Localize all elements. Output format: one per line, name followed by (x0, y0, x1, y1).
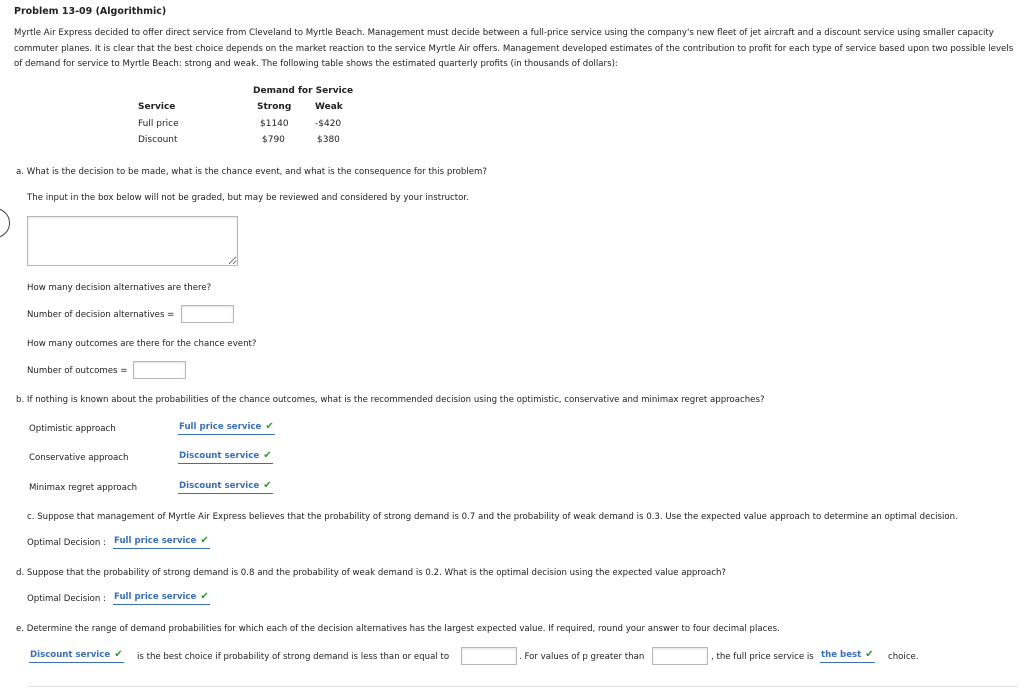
alternatives-question: How many decision alternatives are there? (27, 283, 212, 293)
part-d-answer-select[interactable] (113, 591, 210, 605)
table-cell-service: Full price (138, 119, 179, 129)
minimax-label: Minimax regret approach (29, 483, 138, 493)
optimistic-answer-select[interactable] (178, 421, 275, 435)
conservative-answer-select[interactable] (178, 450, 273, 464)
minimax-answer-select[interactable] (178, 480, 273, 494)
part-c-question: c. Suppose that management of Myrtle Air Express believes that the probability of strong demand is 0.7 and the probability of weak demand is 0.3. Use the expected value approach to determine an optimal decision. (27, 512, 958, 522)
alternatives-input[interactable] (181, 305, 234, 323)
check-icon: ✔ (114, 649, 123, 660)
table-row-header: Service (138, 102, 176, 112)
part-b-question: b. If nothing is known about the probabilities of the chance outcomes, what is the recommended decision using the optimistic, conservative and minimax regret approaches? (16, 395, 765, 405)
table-cell-weak: $380 (317, 135, 340, 145)
part-d-question: d. Suppose that the probability of strong demand is 0.8 and the probability of weak demand is 0.2. What is the optimal decision using the expected value approach? (16, 568, 726, 578)
part-e-answer1-select[interactable] (29, 649, 124, 663)
outcomes-input[interactable] (133, 361, 186, 379)
table-cell-strong: $790 (262, 135, 285, 145)
outcomes-question: How many outcomes are there for the chance event? (27, 339, 257, 349)
problem-intro: Myrtle Air Express decided to offer direct service from Cleveland to Myrtle Beach. Management must decide between a full-price service using the company's new fleet of jet aircraft and a discount service using smaller capacity commuter planes. It is clear that the best choice depends on the market reaction to the service Myrtle Air offers. Management developed estimates of the contribution to profit for each type of service based upon two possible levels of demand for service to Myrtle Beach: strong and weak. The following table shows the estimated quarterly profits (in thousands of dollars): (14, 28, 1014, 69)
check-icon: ✔ (200, 535, 209, 546)
table-cell-service: Discount (138, 135, 178, 145)
part-a-note: The input in the box below will not be graded, but may be reviewed and considered by your instructor. (27, 193, 469, 203)
table-group-header: Demand for Service (253, 86, 354, 96)
answer-text: Discount service (30, 650, 111, 660)
check-icon: ✔ (263, 480, 272, 491)
table-cell-weak: -$420 (315, 119, 342, 129)
table-col-weak: Weak (315, 102, 343, 112)
table-col-strong: Strong (257, 102, 292, 112)
problem-title: Problem 13-09 (Algorithmic) (14, 6, 167, 17)
answer-text: Full price service (179, 422, 262, 432)
part-e-text2: . For values of p greater than (519, 652, 645, 662)
probability-greater-input[interactable] (652, 647, 708, 665)
part-d-label: Optimal Decision : (27, 594, 106, 604)
part-e-text3: , the full price service is (711, 652, 814, 662)
part-e-question: e. Determine the range of demand probabilities for which each of the decision alternatives has the largest expected value. If required, round your answer to four decimal places. (16, 624, 780, 634)
optimistic-label: Optimistic approach (29, 424, 116, 434)
part-a-essay-input[interactable] (27, 216, 238, 266)
answer-text: Discount service (179, 451, 260, 461)
table-cell-strong: $1140 (260, 119, 289, 129)
answer-text: Full price service (114, 592, 197, 602)
part-c-answer-select[interactable] (113, 535, 210, 549)
part-a-question: a. What is the decision to be made, what is the chance event, and what is the consequence for this problem? (16, 167, 487, 177)
part-c-label: Optimal Decision : (27, 538, 106, 548)
check-icon: ✔ (865, 649, 874, 660)
probability-threshold-input[interactable] (461, 647, 517, 665)
answer-text: Full price service (114, 536, 197, 546)
part-e-answer2-select[interactable] (820, 649, 875, 663)
outcomes-label: Number of outcomes = (27, 366, 128, 376)
part-e-text4: choice. (888, 652, 919, 662)
answer-text: Discount service (179, 481, 260, 491)
part-e-text1: is the best choice if probability of strong demand is less than or equal to (137, 652, 450, 662)
check-icon: ✔ (263, 450, 272, 461)
answer-text: the best (821, 650, 862, 660)
conservative-label: Conservative approach (29, 453, 129, 463)
partial-circle-decoration (0, 208, 10, 238)
check-icon: ✔ (265, 421, 274, 432)
divider (28, 686, 1018, 687)
alternatives-label: Number of decision alternatives = (27, 310, 175, 320)
check-icon: ✔ (200, 591, 209, 602)
